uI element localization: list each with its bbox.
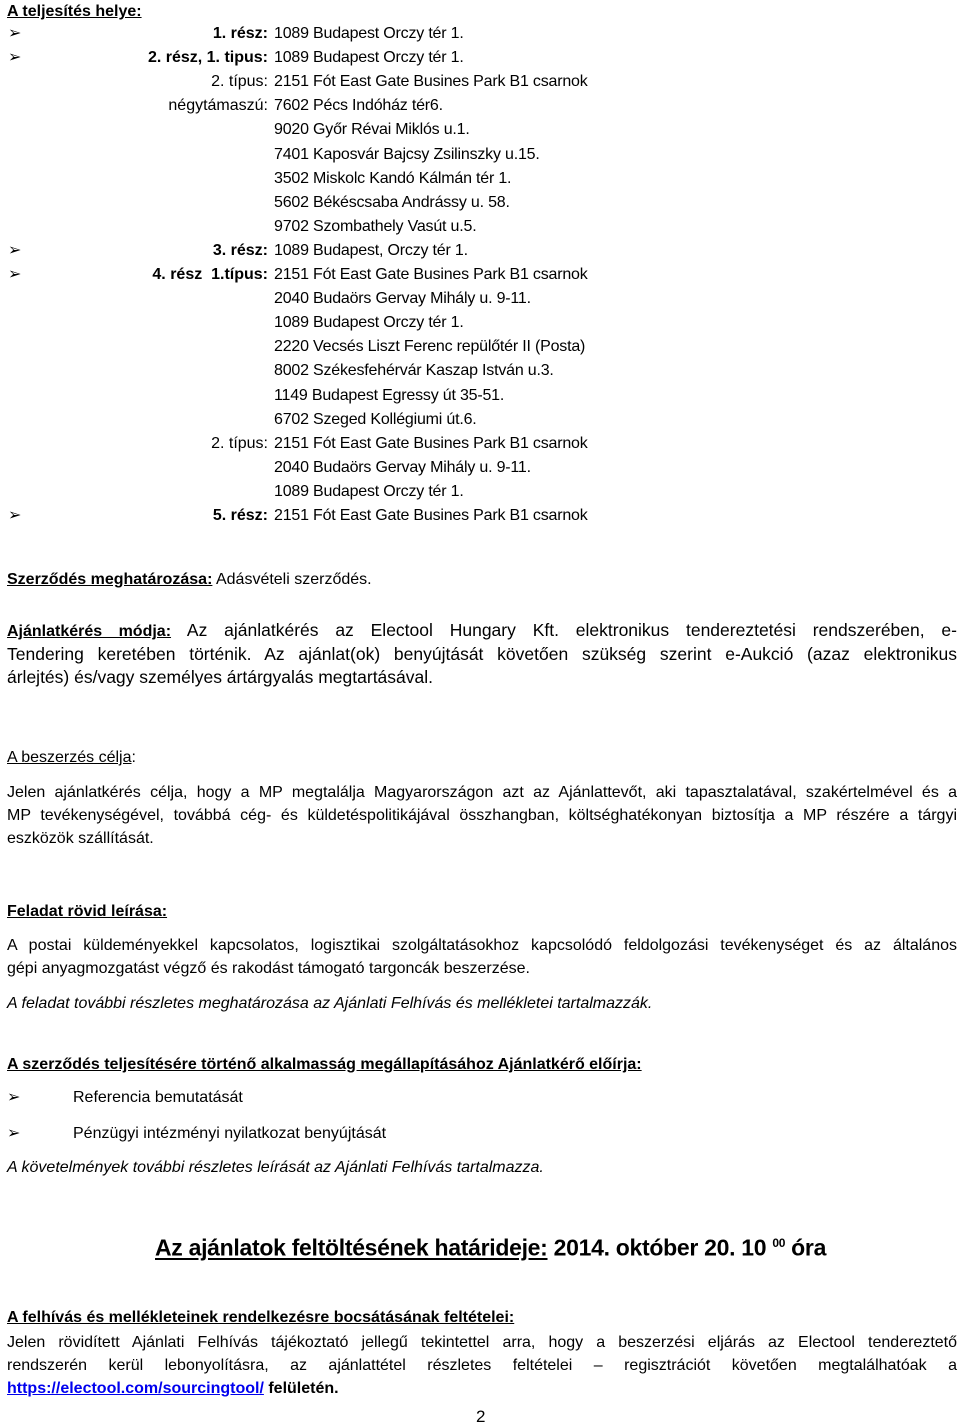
deadline-line [155, 1229, 826, 1262]
location-row-address: 1149 Budapest Egressy út 35-51. [274, 386, 505, 404]
arrow-bullet-icon: ➢ [8, 507, 22, 524]
location-row-label: 2. rész, 1. tipus: [147, 49, 268, 67]
location-row-label: négytámaszú: [168, 97, 268, 115]
location-row-address: 9702 Szombathely Vasút u.5. [274, 217, 477, 235]
location-row [0, 410, 960, 430]
page-number: 2 [476, 1407, 486, 1426]
location-row [0, 145, 960, 165]
location-row [0, 265, 960, 285]
location-row [0, 193, 960, 213]
location-row [0, 241, 960, 261]
arrow-bullet-icon: ➢ [8, 241, 22, 259]
location-row-address: 8002 Székesfehérvár Kaszap István u.3. [274, 362, 554, 380]
location-row-address: 1089 Budapest Orczy tér 1. [274, 314, 464, 332]
location-row-address: 1089 Budapest, Orczy tér 1. [274, 241, 468, 259]
location-row-address: 2151 Fót East Gate Busines Park B1 csarnok [274, 507, 588, 524]
method-paragraph [7, 619, 957, 689]
location-row-address: 6702 Szeged Kollégiumi út.6. [274, 410, 477, 428]
location-row-address: 2040 Budaörs Gervay Mihály u. 9-11. [274, 458, 531, 476]
sourcing-tool-link[interactable]: https://electool.com/sourcingtool/ [7, 1380, 264, 1397]
location-row [0, 434, 960, 454]
location-heading: A teljesítés helye: [7, 3, 142, 20]
contract-label: Szerződés meghatározása: [7, 571, 213, 588]
location-row-address: 2151 Fót East Gate Busines Park B1 csarnok [274, 73, 588, 91]
availability-line2: rendszerén kerül lebonyolításra, az ajánlattétel részletes feltételei – regisztrációt követően megtalálhatóak a [7, 1357, 957, 1374]
purpose-label: A beszerzés célja [7, 749, 132, 766]
location-row [0, 96, 960, 116]
arrow-bullet-icon: ➢ [8, 25, 22, 42]
location-row-address: 3502 Miskolc Kandó Kálmán tér 1. [274, 169, 512, 187]
suitability-item [7, 1124, 387, 1144]
suitability-italic-note: A követelmények további részletes leírását az Ajánlati Felhívás tartalmazza. [7, 1159, 544, 1176]
task-italic-note: A feladat további részletes meghatározása az Ajánlati Felhívás és mellékletei tartalmazzák. [7, 995, 653, 1012]
location-row-address: 2151 Fót East Gate Busines Park B1 csarnok [274, 434, 588, 452]
deadline-date: 2014. október 20. 10 [547, 1234, 773, 1261]
location-row [0, 169, 960, 189]
location-row-label: 5. rész: [212, 507, 268, 524]
location-row-address: 1089 Budapest Orczy tér 1. [274, 49, 464, 67]
arrow-bullet-icon: ➢ [7, 1125, 21, 1142]
purpose-line1: Jelen ajánlatkérés célja, hogy a MP megtalálja Magyarországon azt az Ajánlattevőt, aki tapasztalatával, szakértelmével és a [7, 784, 957, 801]
location-row [0, 289, 960, 309]
location-row-address: 9020 Győr Révai Miklós u.1. [274, 121, 470, 139]
suitability-item [7, 1088, 243, 1108]
task-heading: Feladat rövid leírása: [7, 903, 168, 920]
task-line1: A postai küldeményekkel kapcsolatos, logisztikai szolgáltatásokhoz kapcsolódó feldolgozási tevékenységet és az általános [7, 937, 957, 954]
suitability-item-label: Referencia bemutatását [73, 1089, 243, 1106]
contract-text: Adásvételi szerződés. [212, 571, 372, 588]
method-line1: Az ajánlatkérés az Electool Hungary Kft. elektronikus tendereztetési rendszerében, e- [171, 620, 957, 640]
arrow-bullet-icon: ➢ [8, 49, 22, 67]
purpose-line3: eszközök szállítását. [7, 830, 154, 847]
location-row [0, 458, 960, 478]
location-row-address: 7401 Kaposvár Bajcsy Zsilinszky u.15. [274, 145, 540, 163]
arrow-bullet-icon: ➢ [7, 1089, 21, 1106]
task-paragraph [7, 934, 957, 980]
location-row-address: 2151 Fót East Gate Busines Park B1 csarnok [274, 266, 588, 283]
method-label: Ajánlatkérés módja: [7, 623, 172, 640]
location-row-label: 2. típus: [211, 434, 268, 452]
location-row [0, 48, 960, 68]
availability-tail: felületén. [263, 1380, 339, 1397]
contract-line [7, 570, 372, 590]
location-row-label: 1. rész: [212, 25, 268, 42]
location-row-label: 4. rész 1.típus: [152, 266, 268, 283]
location-row [0, 313, 960, 333]
purpose-line2: MP tevékenységével, továbbá cég- és küldetéspolitikájával összhangban, költséghatékonyan biztosítja a MP részére a tárgyi [7, 807, 957, 824]
location-row [0, 217, 960, 237]
location-row-address: 1089 Budapest Orczy tér 1. [274, 25, 464, 42]
location-row [0, 24, 960, 44]
method-line2: Tendering keretében történik. Az ajánlat(ok) benyújtását követően szükség szerint e-Aukció (azaz elektronikus [7, 644, 957, 664]
suitability-item-label: Pénzügyi intézményi nyilatkozat benyújtását [73, 1125, 387, 1142]
deadline-sup: 00 [772, 1236, 786, 1250]
availability-paragraph [7, 1331, 957, 1400]
location-row [0, 337, 960, 357]
location-row [0, 386, 960, 406]
location-row [0, 72, 960, 92]
purpose-paragraph [7, 781, 957, 850]
location-row-address: 2040 Budaörs Gervay Mihály u. 9-11. [274, 290, 531, 308]
purpose-colon: : [131, 749, 136, 766]
location-row-label: 3. rész: [212, 241, 268, 259]
location-row-address: 2220 Vecsés Liszt Ferenc repülőtér II (Posta) [274, 338, 586, 356]
arrow-bullet-icon: ➢ [8, 266, 22, 283]
location-row-address: 1089 Budapest Orczy tér 1. [274, 482, 464, 500]
location-row-label: 2. típus: [211, 73, 268, 91]
deadline-label: Az ajánlatok feltöltésének határideje: [155, 1234, 548, 1261]
availability-line1: Jelen rövidített Ajánlati Felhívás tájékoztató jellegű tekintettel arra, hogy a beszerzési eljárás az Electool tendereztető [7, 1334, 957, 1351]
availability-heading: A felhívás és mellékleteinek rendelkezésre bocsátásának feltételei: [7, 1309, 515, 1326]
location-row-address: 7602 Pécs Indóház tér6. [274, 97, 443, 115]
purpose-heading [7, 748, 136, 768]
location-row [0, 482, 960, 502]
deadline-unit: óra [785, 1234, 827, 1261]
location-row [0, 361, 960, 381]
location-row [0, 506, 960, 526]
method-line3: árlejtés) és/vagy személyes ártárgyalás megtartásával. [7, 667, 434, 687]
suitability-heading: A szerződés teljesítésére történő alkalmasság megállapításához Ajánlatkérő előírja: [7, 1056, 642, 1073]
task-line2: gépi anyagmozgatást végző és rakodást támogató targoncák beszerzése. [7, 960, 530, 977]
location-row-address: 5602 Békéscsaba Andrássy u. 58. [274, 193, 510, 211]
location-row [0, 120, 960, 140]
